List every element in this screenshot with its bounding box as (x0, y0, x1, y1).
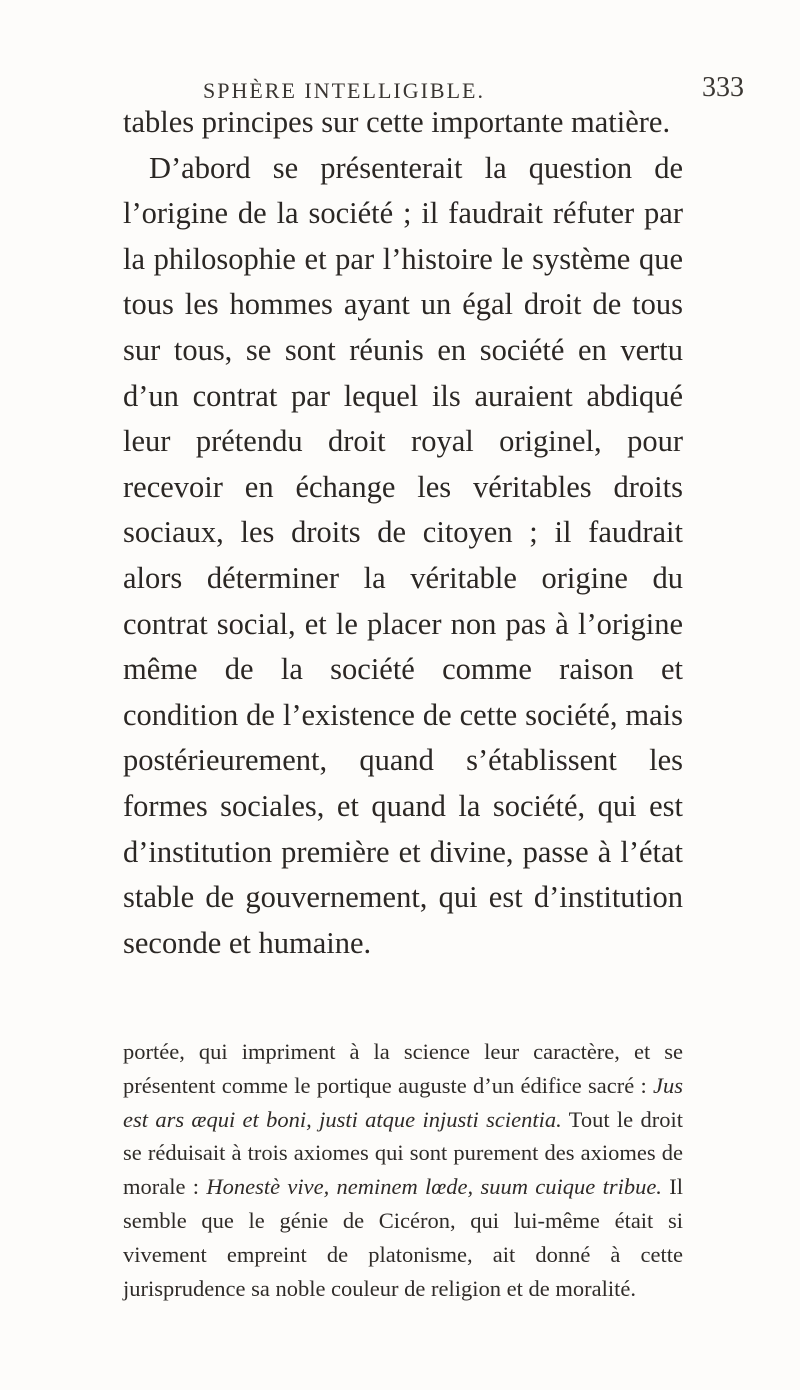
main-text (123, 100, 683, 966)
footnote-part-3: Il semble que le génie de Cicéron, qui lui-même était si vivement empreint de platonisme, ait donné à cette jurisprudence sa noble couleur de religion et de moralité. (123, 1174, 683, 1301)
continuation-line: tables principes sur cette importante matière. (123, 105, 671, 139)
latin-quote-1: Jus est ars æqui et boni, justi atque injusti scientia. (123, 1072, 684, 1132)
page-number: 333 (702, 72, 744, 103)
footnote-part-1: portée, qui impriment à la science leur caractère, et se présentent comme le portique auguste d’un édifice sacré : (123, 1039, 683, 1098)
footnote-part-2: Tout le droit se réduisait à trois axiomes qui sont purement des axiomes de morale : (123, 1106, 683, 1200)
running-head: SPHÈRE INTELLIGIBLE. (203, 78, 485, 103)
footnote-text (123, 1035, 683, 1305)
latin-quote-2: Honestè vive, neminem lœde, suum cuique tribue. (206, 1174, 662, 1200)
main-paragraph: D’abord se présenterait la question de l’origine de la société ; il faudrait réfuter par la philosophie et par l’histoire le système que tous les hommes ayant un égal droit de tous sur tous, se sont réunis en société en vertu d’un contrat par lequel ils auraient abdiqué leur prétendu droit royal originel, pour recevoir en échange les véritables droits sociaux, les droits de citoyen ; il faudrait alors déterminer la véritable origine du contrat social, et le placer non pas à l’origine même de la société comme raison et condition de l’existence de cette société, mais postérieurement, quand s’établissent les formes sociales, et quand la société, qui est d’institution première et divine, passe à l’état stable de gouvernement, qui est d’institution seconde et humaine. (123, 150, 683, 960)
